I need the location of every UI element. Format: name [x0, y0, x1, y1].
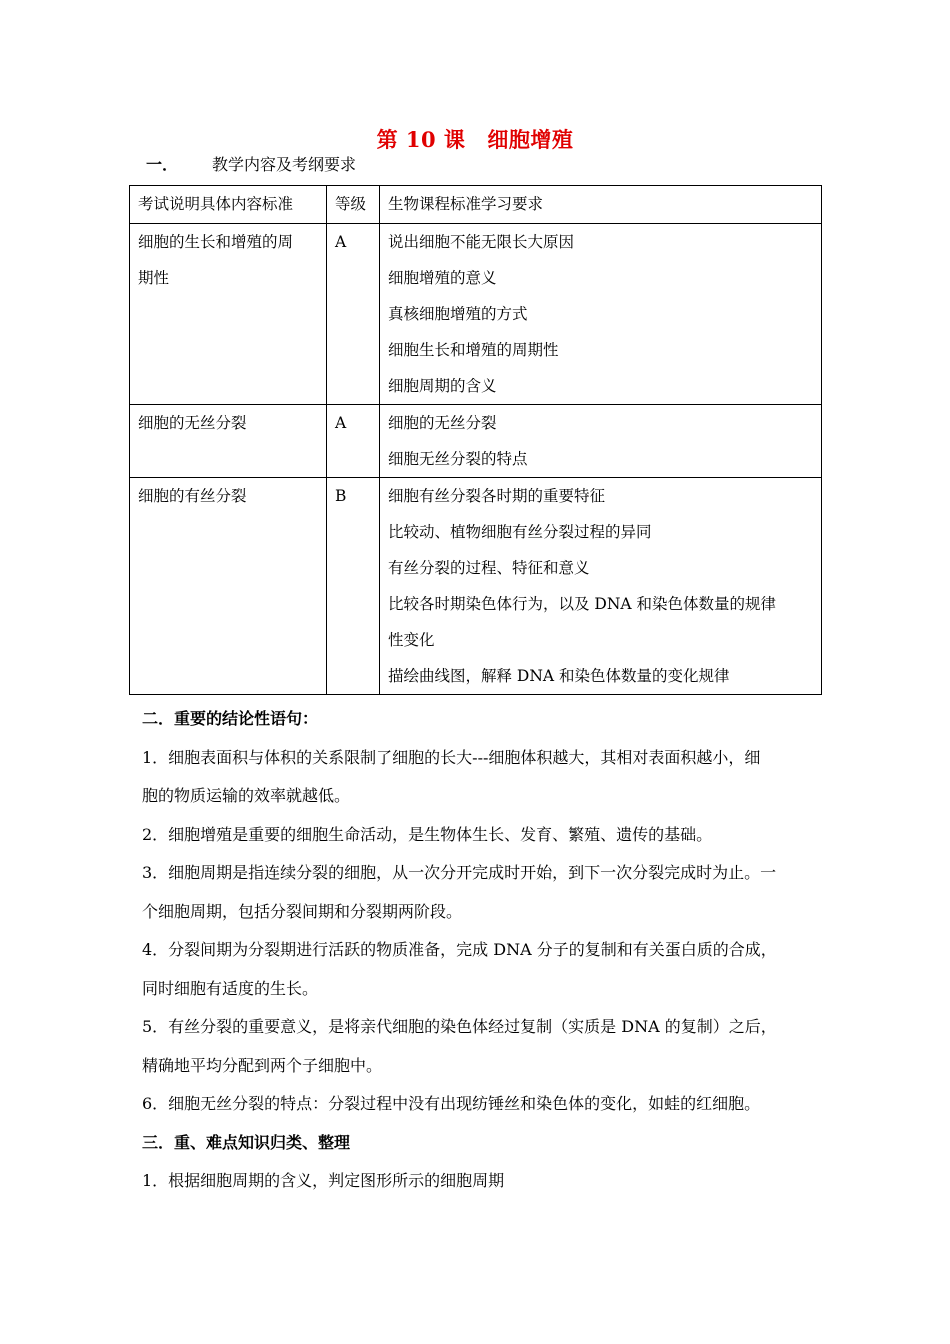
conclusion-line: 5．有丝分裂的重要意义，是将亲代细胞的染色体经过复制（实质是 DNA 的复制）之后， — [142, 1017, 777, 1036]
requirement-item: 细胞周期的含义 — [388, 377, 497, 395]
conclusion-line: 6．细胞无丝分裂的特点：分裂过程中没有出现纺锤丝和染色体的变化，如蛙的红细胞。 — [142, 1094, 761, 1113]
requirement-item: 细胞生长和增殖的周期性 — [388, 341, 559, 359]
row-content — [130, 224, 327, 405]
section-2-heading: 二．重要的结论性语句： — [142, 709, 319, 728]
conclusion-line: 个细胞周期，包括分裂间期和分裂期两阶段。 — [142, 901, 463, 921]
row-requirements — [380, 224, 822, 405]
requirements-table — [129, 185, 822, 695]
conclusion-line: 1．细胞表面积与体积的关系限制了细胞的长大---细胞体积越大，其相对表面积越小，细 — [142, 747, 761, 767]
row-content — [130, 478, 327, 695]
requirement-item: 比较各时期染色体行为，以及 DNA 和染色体数量的规律 — [388, 595, 777, 613]
requirement-item: 细胞无丝分裂的特点 — [388, 450, 528, 468]
section-1-number: 一． — [146, 155, 179, 174]
requirement-item: 真核细胞增殖的方式 — [388, 305, 528, 323]
page-title — [0, 124, 950, 154]
header-content-standard: 考试说明具体内容标准 — [130, 186, 327, 224]
requirement-item: 细胞有丝分裂各时期的重要特征 — [388, 487, 606, 505]
requirement-item: 细胞增殖的意义 — [388, 269, 497, 287]
row-level: B — [327, 478, 380, 695]
table-row — [130, 405, 822, 478]
lesson-subject: 细胞增殖 — [487, 127, 574, 152]
row-content-line: 细胞的生长和增殖的周 — [138, 233, 294, 251]
row-content-line: 细胞的无丝分裂 — [138, 414, 247, 432]
requirement-item: 描绘曲线图，解释 DNA 和染色体数量的变化规律 — [388, 667, 730, 685]
table-row — [130, 224, 822, 405]
table-row — [130, 478, 822, 695]
conclusion-line: 4．分裂间期为分裂期进行活跃的物质准备，完成 DNA 分子的复制和有关蛋白质的合成， — [142, 940, 777, 959]
section-1-heading — [146, 152, 356, 175]
requirement-item: 有丝分裂的过程、特征和意义 — [388, 559, 590, 577]
section-3-heading: 三．重、难点知识归类、整理 — [142, 1132, 351, 1152]
requirement-item: 比较动、植物细胞有丝分裂过程的异同 — [388, 523, 652, 541]
table-header-row — [130, 186, 822, 224]
row-level: A — [327, 405, 380, 478]
row-content-line: 细胞的有丝分裂 — [138, 487, 247, 505]
row-level: A — [327, 224, 380, 405]
section-1-title: 教学内容及考纲要求 — [212, 155, 357, 174]
row-requirements — [380, 478, 822, 695]
key-point-line: 1．根据细胞周期的含义，判定图形所示的细胞周期 — [142, 1171, 505, 1190]
conclusion-line: 胞的物质运输的效率就越低。 — [142, 786, 351, 805]
row-content — [130, 405, 327, 478]
conclusion-line: 精确地平均分配到两个子细胞中。 — [142, 1055, 383, 1075]
lesson-number: 第 10 课 — [376, 127, 466, 152]
conclusion-line: 同时细胞有适度的生长。 — [142, 978, 319, 998]
conclusions-section — [142, 700, 822, 1201]
header-level: 等级 — [327, 186, 380, 224]
row-requirements — [380, 405, 822, 478]
conclusion-line: 2．细胞增殖是重要的细胞生命活动，是生物体生长、发育、繁殖、遗传的基础。 — [142, 824, 713, 844]
conclusion-line: 3．细胞周期是指连续分裂的细胞，从一次分开完成时开始，到下一次分裂完成时为止。一 — [142, 863, 777, 882]
header-course-requirements: 生物课程标准学习要求 — [380, 186, 822, 224]
requirement-item: 细胞的无丝分裂 — [388, 414, 497, 432]
requirement-item: 说出细胞不能无限长大原因 — [388, 233, 575, 251]
row-content-line: 期性 — [138, 269, 170, 287]
requirement-item: 性变化 — [388, 631, 435, 649]
